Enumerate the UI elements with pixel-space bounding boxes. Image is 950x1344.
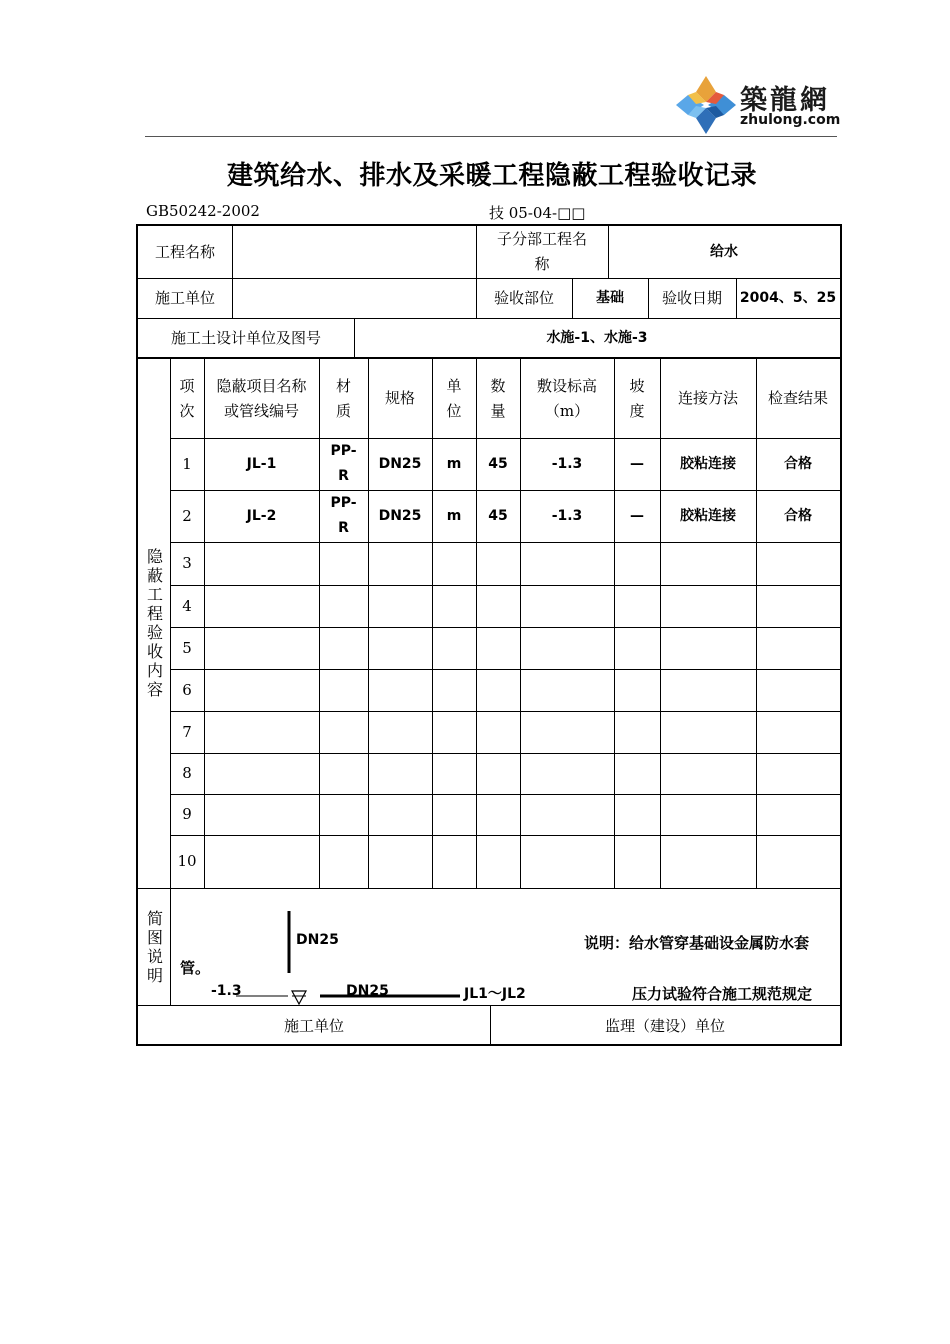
zhulong-logo (674, 74, 844, 136)
cell-result[interactable] (756, 542, 840, 585)
col-header-unit: 单位 (446, 376, 462, 420)
cell-quantity[interactable]: 45 (488, 455, 508, 472)
row-divider (170, 627, 840, 628)
cell-quantity[interactable] (476, 669, 520, 711)
cell-quantity[interactable] (476, 753, 520, 794)
cell-item[interactable] (204, 627, 319, 669)
sketch-label: 简图说明 (144, 909, 164, 986)
cell-unit[interactable] (432, 711, 476, 753)
supervisor-sign: 监理（建设）单位 (604, 1016, 725, 1035)
cell-result[interactable]: 合格 (784, 507, 812, 524)
cell-material[interactable]: PP-R (330, 443, 357, 484)
grid-line (476, 226, 477, 318)
cell-result[interactable]: 合格 (784, 455, 812, 472)
cell-spec[interactable] (368, 542, 432, 585)
header-rule (145, 136, 837, 137)
cell-elevation[interactable] (520, 711, 614, 753)
project-name-value[interactable] (232, 226, 476, 278)
row-divider (170, 542, 840, 543)
inspect-date-label: 验收日期 (661, 288, 722, 307)
sub-project-label: 子分部工程名称 (496, 230, 587, 273)
cell-material[interactable] (319, 753, 368, 794)
grid-line (354, 318, 355, 358)
constructor-label: 施工单位 (154, 288, 215, 307)
cell-connection[interactable] (660, 542, 756, 585)
cell-slope[interactable] (614, 669, 660, 711)
cell-material[interactable] (319, 542, 368, 585)
sketch-pipe-range: JL1～JL2 (464, 986, 526, 1002)
cell-elevation[interactable] (520, 835, 614, 888)
cell-result[interactable] (756, 711, 840, 753)
cell-item[interactable] (204, 669, 319, 711)
cell-unit[interactable] (432, 753, 476, 794)
cell-connection[interactable]: 胶粘连接 (680, 455, 736, 472)
cell-connection[interactable] (660, 711, 756, 753)
cell-unit[interactable]: m (446, 455, 462, 472)
cell-slope[interactable] (614, 835, 660, 888)
cell-result[interactable] (756, 585, 840, 627)
col-header-quantity: 数量 (490, 376, 506, 420)
design-label: 施工土设计单位及图号 (170, 328, 321, 347)
cell-index: 3 (182, 554, 192, 572)
inspect-part-value[interactable]: 基础 (596, 289, 624, 306)
sketch-elevation: -1.3 (211, 983, 242, 999)
cell-unit[interactable] (432, 627, 476, 669)
cell-spec[interactable] (368, 627, 432, 669)
cell-connection[interactable] (660, 627, 756, 669)
cell-connection[interactable] (660, 794, 756, 835)
cell-elevation[interactable] (520, 794, 614, 835)
cell-quantity[interactable]: 45 (488, 507, 508, 524)
col-header-index: 项次 (179, 376, 195, 420)
cell-index: 6 (182, 680, 192, 699)
cell-material[interactable] (319, 835, 368, 888)
grid-line (736, 278, 737, 318)
section-label: 隐蔽工程验收内容 (144, 548, 164, 700)
sketch-note-line1-cont: 管。 (180, 959, 211, 977)
constructor-value[interactable] (232, 278, 476, 318)
cell-result[interactable] (756, 835, 840, 888)
grid-line (660, 359, 661, 889)
grid-line (232, 226, 233, 318)
grid-line (490, 1006, 491, 1046)
col-header-slope: 坡度 (629, 376, 645, 420)
cell-index: 8 (182, 764, 192, 782)
cell-connection[interactable] (660, 585, 756, 627)
cell-unit[interactable] (432, 542, 476, 585)
cell-index: 9 (182, 805, 192, 823)
grid-line (138, 1005, 840, 1006)
grid-line (138, 888, 840, 889)
cell-connection[interactable] (660, 669, 756, 711)
cell-quantity[interactable] (476, 585, 520, 627)
col-header-connection: 连接方法 (677, 389, 738, 407)
cell-elevation[interactable]: -1.3 (551, 507, 583, 524)
cell-slope[interactable] (614, 542, 660, 585)
cell-item[interactable] (204, 585, 319, 627)
inspect-date-value[interactable]: 2004、5、25 (739, 289, 837, 306)
cell-index: 5 (182, 638, 192, 657)
cell-spec[interactable] (368, 669, 432, 711)
cell-spec[interactable]: DN25 (378, 507, 422, 524)
cell-unit[interactable] (432, 669, 476, 711)
pinwheel-logo-icon (674, 74, 738, 136)
inspect-part-label: 验收部位 (493, 288, 554, 307)
design-value[interactable]: 水施-1、水施-3 (546, 329, 648, 346)
col-header-result: 检查结果 (767, 389, 828, 407)
cell-result[interactable] (756, 627, 840, 669)
cell-quantity[interactable] (476, 794, 520, 835)
cell-result[interactable] (756, 794, 840, 835)
grid-line (138, 278, 840, 279)
cell-quantity[interactable] (476, 835, 520, 888)
grid-line (572, 278, 573, 318)
row-divider (170, 835, 840, 836)
cell-item[interactable] (204, 711, 319, 753)
cell-unit[interactable] (432, 835, 476, 888)
cell-item[interactable] (204, 753, 319, 794)
cell-index: 7 (182, 722, 192, 741)
grid-line (170, 359, 171, 1006)
cell-elevation[interactable] (520, 542, 614, 585)
cell-slope[interactable] (614, 627, 660, 669)
row-divider (170, 438, 840, 439)
grid-line (368, 359, 369, 889)
cell-index: 4 (182, 596, 192, 615)
grid-line (520, 359, 521, 889)
grid-line (138, 357, 840, 359)
row-divider (170, 711, 840, 712)
col-header-material: 材质 (335, 376, 351, 420)
cell-material[interactable] (319, 794, 368, 835)
cell-slope[interactable] (614, 753, 660, 794)
cell-spec[interactable] (368, 753, 432, 794)
cell-quantity[interactable] (476, 711, 520, 753)
cell-result[interactable] (756, 669, 840, 711)
grid-line (608, 226, 609, 278)
cell-material[interactable] (319, 669, 368, 711)
row-divider (170, 490, 840, 491)
cell-unit[interactable] (432, 794, 476, 835)
row-divider (170, 585, 840, 586)
grid-line (432, 359, 433, 889)
project-name-label: 工程名称 (154, 242, 215, 261)
cell-elevation[interactable] (520, 585, 614, 627)
cell-item[interactable]: JL-2 (246, 507, 277, 524)
cell-spec[interactable] (368, 585, 432, 627)
cell-elevation[interactable]: -1.3 (551, 455, 583, 472)
col-header-item: 隐蔽项目名称或管线编号 (216, 376, 307, 420)
cell-slope[interactable] (614, 585, 660, 627)
cell-item[interactable] (204, 794, 319, 835)
page-title: 建筑给水、排水及采暖工程隐蔽工程验收记录 (226, 161, 757, 191)
cell-slope[interactable] (614, 794, 660, 835)
grid-line (648, 278, 649, 318)
grid-line (319, 359, 320, 889)
row-divider (170, 753, 840, 754)
cell-connection[interactable] (660, 753, 756, 794)
record-form (136, 224, 842, 1046)
form-code: 技 05-04-□□ (489, 204, 586, 222)
row-divider (170, 669, 840, 670)
cell-index: 2 (182, 506, 192, 525)
logo-chinese-name: 築龍網 (740, 85, 830, 116)
sketch-vertical-pipe-label: DN25 (296, 932, 339, 948)
grid-line (756, 359, 757, 889)
cell-item[interactable] (204, 542, 319, 585)
cell-spec[interactable] (368, 794, 432, 835)
col-header-elevation: 敷设标高（m） (536, 376, 597, 420)
cell-quantity[interactable] (476, 542, 520, 585)
cell-unit[interactable] (432, 585, 476, 627)
cell-spec[interactable]: DN25 (378, 455, 422, 472)
cell-index: 10 (177, 852, 197, 870)
cell-item[interactable]: JL-1 (246, 455, 277, 472)
constructor-sign: 施工单位 (283, 1016, 344, 1035)
cell-material[interactable] (319, 627, 368, 669)
cell-spec[interactable] (368, 711, 432, 753)
cell-result[interactable] (756, 753, 840, 794)
grid-line (614, 359, 615, 889)
col-header-spec: 规格 (384, 389, 415, 407)
grid-line (138, 318, 840, 319)
cell-quantity[interactable] (476, 627, 520, 669)
cell-slope[interactable]: — (630, 507, 644, 524)
sketch-horizontal-pipe-label: DN25 (346, 983, 389, 999)
cell-elevation[interactable] (520, 669, 614, 711)
cell-elevation[interactable] (520, 627, 614, 669)
cell-elevation[interactable] (520, 753, 614, 794)
cell-unit[interactable]: m (446, 507, 462, 524)
sketch-note-line1: 说明：给水管穿基础设金属防水套 (584, 934, 810, 952)
cell-connection[interactable] (660, 835, 756, 888)
sub-project-value[interactable]: 给水 (710, 243, 738, 260)
grid-line (204, 359, 205, 889)
row-divider (170, 794, 840, 795)
cell-connection[interactable]: 胶粘连接 (680, 507, 736, 524)
cell-index: 1 (182, 454, 192, 473)
cell-slope[interactable] (614, 711, 660, 753)
cell-slope[interactable]: — (630, 455, 644, 472)
cell-material[interactable]: PP-R (330, 495, 357, 536)
cell-spec[interactable] (368, 835, 432, 888)
cell-material[interactable] (319, 585, 368, 627)
cell-item[interactable] (204, 835, 319, 888)
grid-line (476, 359, 477, 889)
logo-domain: zhulong.com (740, 112, 841, 128)
standard-number: GB50242-2002 (146, 202, 260, 220)
sketch-note-line2: 压力试验符合施工规范规定 (632, 985, 813, 1003)
cell-material[interactable] (319, 711, 368, 753)
